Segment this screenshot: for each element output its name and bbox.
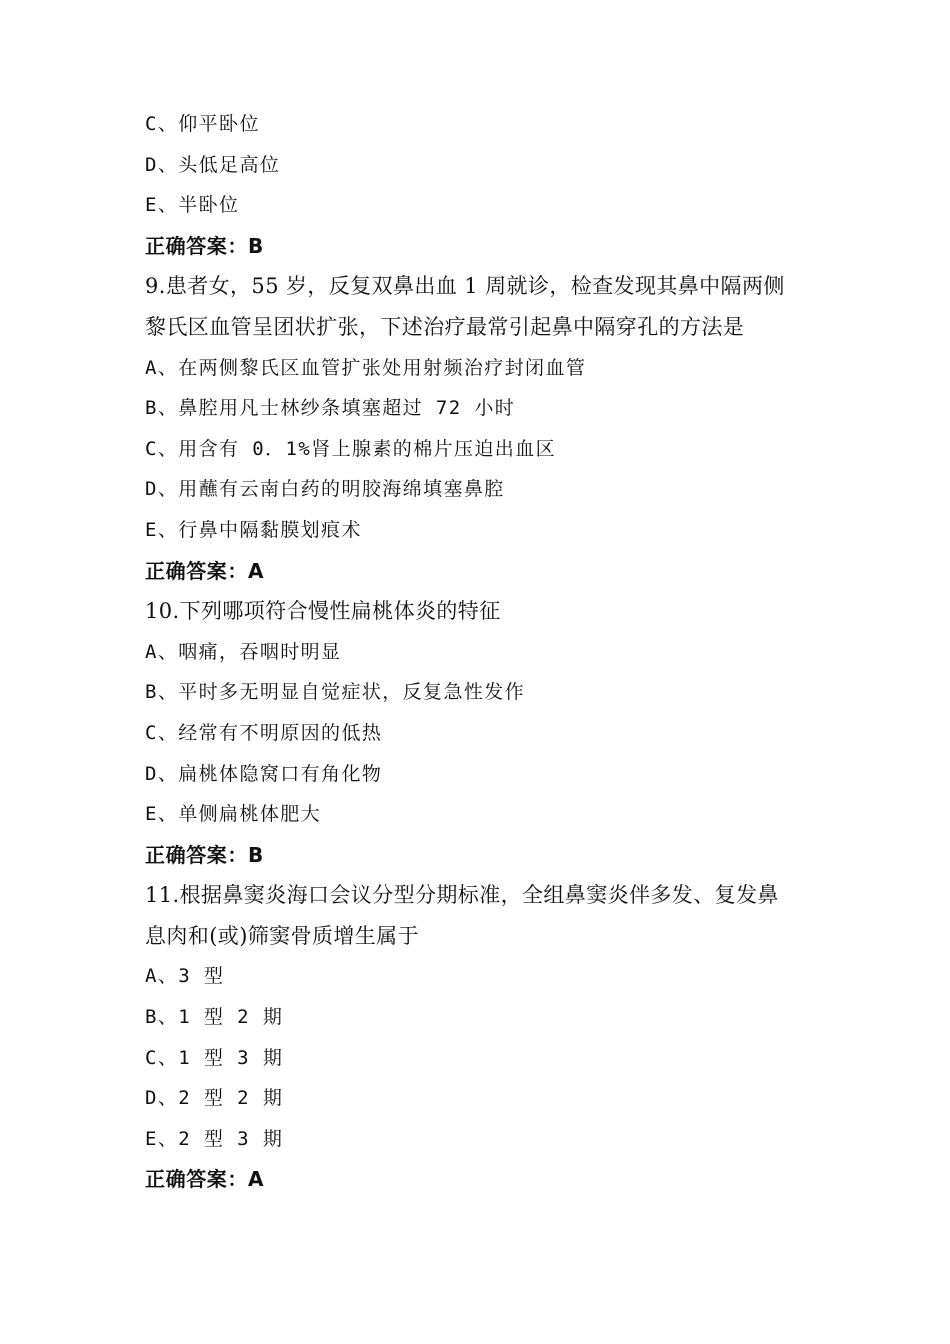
option-line: D、2 型 2 期 [145, 1087, 284, 1110]
option-line: A、3 型 [145, 965, 225, 988]
option-line: E、2 型 3 期 [145, 1127, 284, 1150]
option-line: A、咽痛，吞咽时明显 [145, 640, 342, 663]
option-line: E、行鼻中隔黏膜划痕术 [145, 518, 362, 541]
option-line: C、用含有 0．1%肾上腺素的棉片压迫出血区 [145, 437, 556, 460]
option-line: D、扁桃体隐窝口有角化物 [145, 762, 383, 785]
option-line: B、鼻腔用凡士林纱条填塞超过 72 小时 [145, 397, 516, 420]
question-text: 息肉和(或)筛窦骨质增生属于 [145, 923, 419, 948]
correct-answer: 正确答案：A [145, 1167, 265, 1192]
option-line: C、仰平卧位 [145, 113, 260, 135]
exam-content [145, 104, 825, 1200]
option-line: C、经常有不明原因的低热 [145, 721, 383, 744]
question-text: 11.根据鼻窦炎海口会议分型分期标准，全组鼻窦炎伴多发、复发鼻 [145, 883, 779, 908]
option-line: B、平时多无明显自觉症状，反复急性发作 [145, 681, 526, 704]
question-text: 10.下列哪项符合慢性扁桃体炎的特征 [145, 599, 501, 624]
correct-answer: 正确答案：B [145, 842, 264, 867]
option-line: E、单侧扁桃体肥大 [145, 803, 322, 826]
question-text: 9.患者女，55 岁，反复双鼻出血 1 周就诊，检查发现其鼻中隔两侧 [145, 274, 785, 299]
option-line: C、1 型 3 期 [145, 1046, 284, 1069]
option-line: A、在两侧黎氏区血管扩张处用射频治疗封闭血管 [145, 356, 587, 379]
option-line: E、半卧位 [145, 194, 240, 217]
option-line: D、头低足高位 [145, 153, 281, 176]
correct-answer: 正确答案：A [145, 558, 265, 583]
correct-answer: 正确答案：B [145, 233, 264, 258]
question-text: 黎氏区血管呈团状扩张，下述治疗最常引起鼻中隔穿孔的方法是 [145, 314, 745, 339]
option-line: B、1 型 2 期 [145, 1006, 284, 1029]
option-line: D、用蘸有云南白药的明胶海绵填塞鼻腔 [145, 478, 505, 501]
